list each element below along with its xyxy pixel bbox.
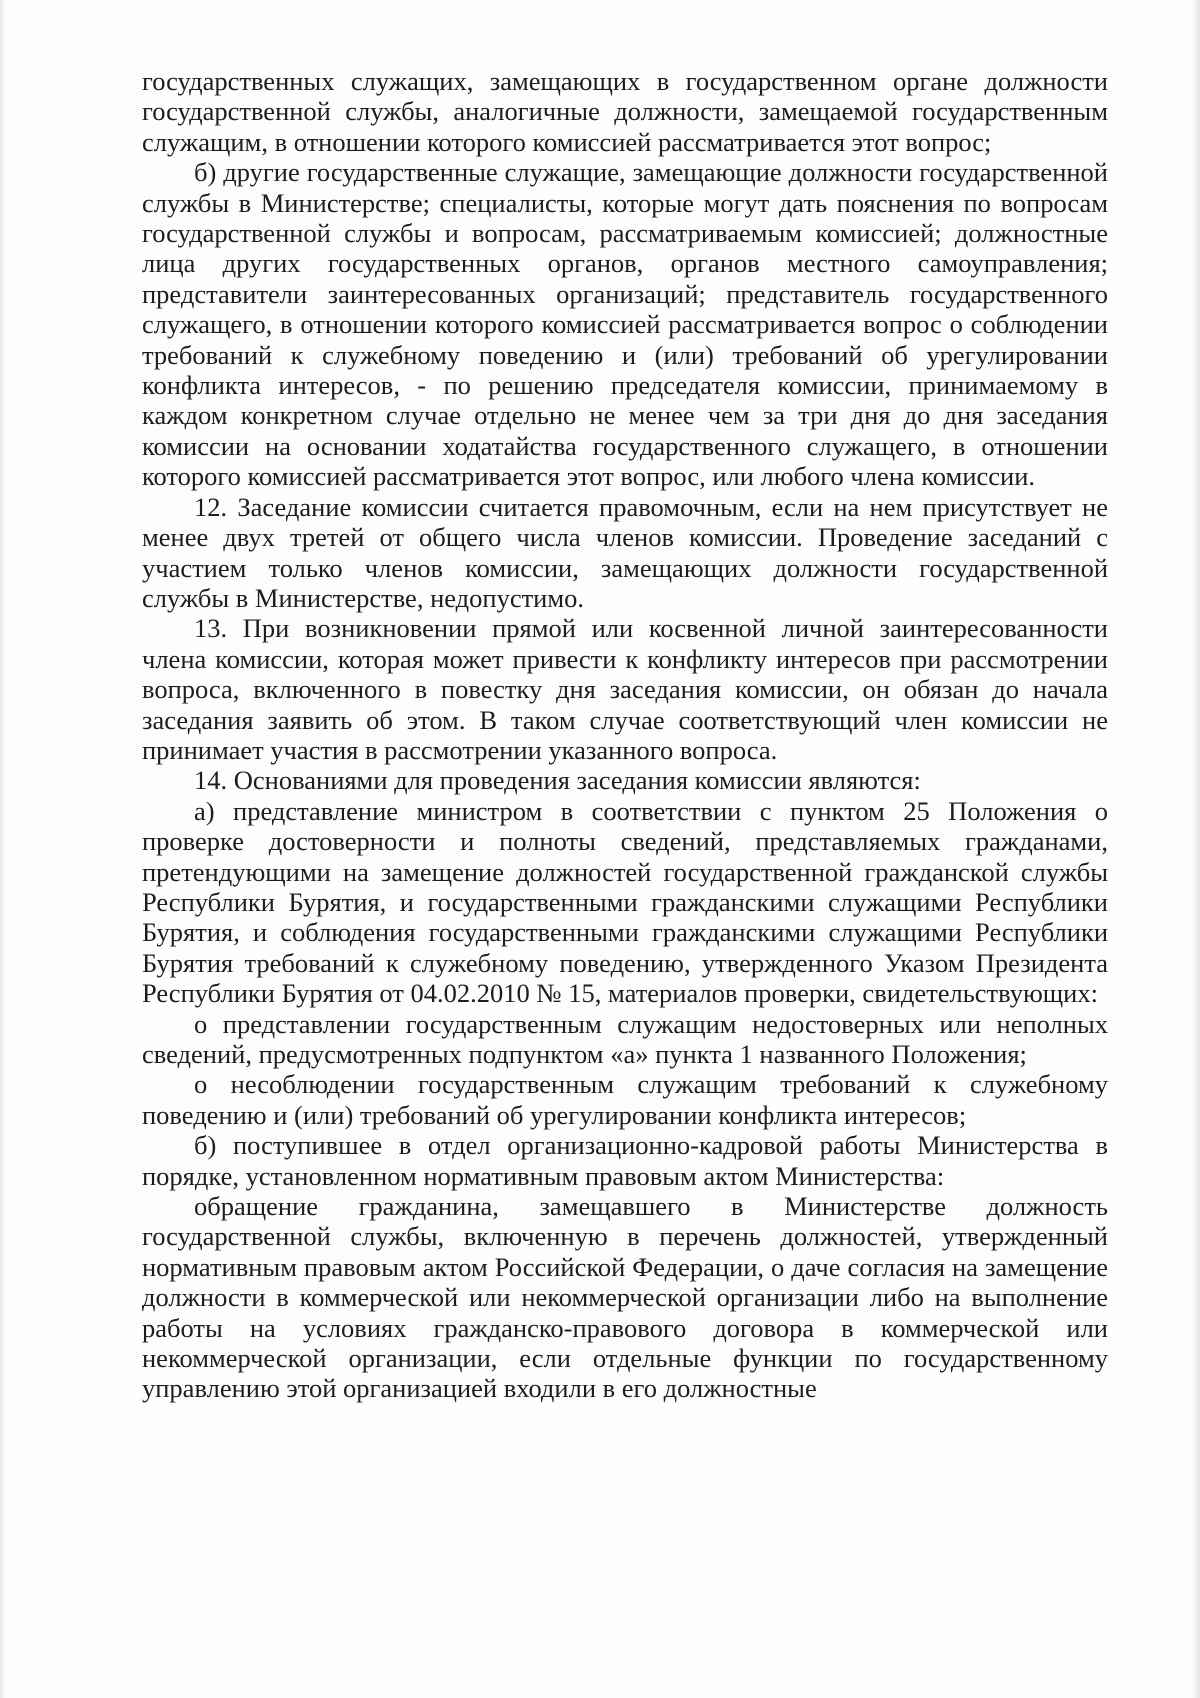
paragraph-14-item-b: б) поступившее в отдел организационно-кадровой работы Министерства в порядке, установленном нормативным правовым актом Министерства: — [142, 1130, 1108, 1191]
paragraph-continuation: государственных служащих, замещающих в государственном органе должности государственной службы, аналогичные должности, замещаемой государственным служащим, в отношении которого комиссией рассматривается этот вопрос; — [142, 66, 1108, 157]
paragraph-14-b-sub-1: обращение гражданина, замещавшего в Министерстве должность государственной службы, включенную в перечень должностей, утвержденный нормативным правовым актом Российской Федерации, о даче согласия на замещение должности в коммерческой или некоммерческой организации либо на выполнение работы на условиях гражданско-правового договора в коммерческой или некоммерческой организации, если отдельные функции по государственному управлению этой организацией входили в его должностные — [142, 1191, 1108, 1404]
paragraph-14-a-sub-1: о представлении государственным служащим недостоверных или неполных сведений, предусмотренных подпунктом «а» пункта 1 названного Положения; — [142, 1008, 1108, 1069]
paragraph-13-conflict: 13. При возникновении прямой или косвенной личной заинтересованности члена комиссии, которая может привести к конфликту интересов при рассмотрении вопроса, включенного в повестку дня заседания комиссии, он обязан до начала заседания заявить об этом. В таком случае соответствующий член комиссии не принимает участия в рассмотрении указанного вопроса. — [142, 613, 1108, 765]
paragraph-14-grounds: 14. Основаниями для проведения заседания комиссии являются: — [194, 765, 921, 796]
paragraph-14-item-a: а) представление министром в соответствии с пунктом 25 Положения о проверке достоверности и полноты сведений, представляемых гражданами, претендующими на замещение должностей государственной гражданской службы Республики Бурятия, и государственными гражданскими служащими Республики Бурятия, и соблюдения государственными гражданскими служащими Республики Бурятия требований к служебному поведению, утвержденного Указом Президента Республики Бурятия от 04.02.2010 № 15, материалов проверки, свидетельствующих: — [142, 795, 1108, 1009]
paragraph-12-quorum: 12. Заседание комиссии считается правомочным, если на нем присутствует не менее двух третей от общего числа членов комиссии. Проведение заседаний с участием только членов комиссии, замещающих должности государственной службы в Министерстве, недопустимо. — [142, 491, 1108, 613]
scan-edge-right — [1192, 0, 1200, 1698]
document-body — [142, 66, 1108, 1404]
paragraph-14-a-sub-2: о несоблюдении государственным служащим требований к служебному поведению и (или) требований об урегулировании конфликта интересов; — [142, 1069, 1108, 1130]
scan-edge-left — [0, 0, 6, 1698]
paragraph-item-b-participants: б) другие государственные служащие, замещающие должности государственной службы в Министерстве; специалисты, которые могут дать пояснения по вопросам государственной службы и вопросам, рассматриваемым комиссией; должностные лица других государственных органов, органов местного самоуправления; представители заинтересованных организаций; представитель государственного служащего, в отношении которого комиссией рассматривается вопрос о соблюдении требований к служебному поведению и (или) требований об урегулировании конфликта интересов, - по решению председателя комиссии, принимаемому в каждом конкретном случае отдельно не менее чем за три дня до дня заседания комиссии на основании ходатайства государственного служащего, в отношении которого комиссией рассматривается этот вопрос, или любого члена комиссии. — [142, 157, 1108, 492]
